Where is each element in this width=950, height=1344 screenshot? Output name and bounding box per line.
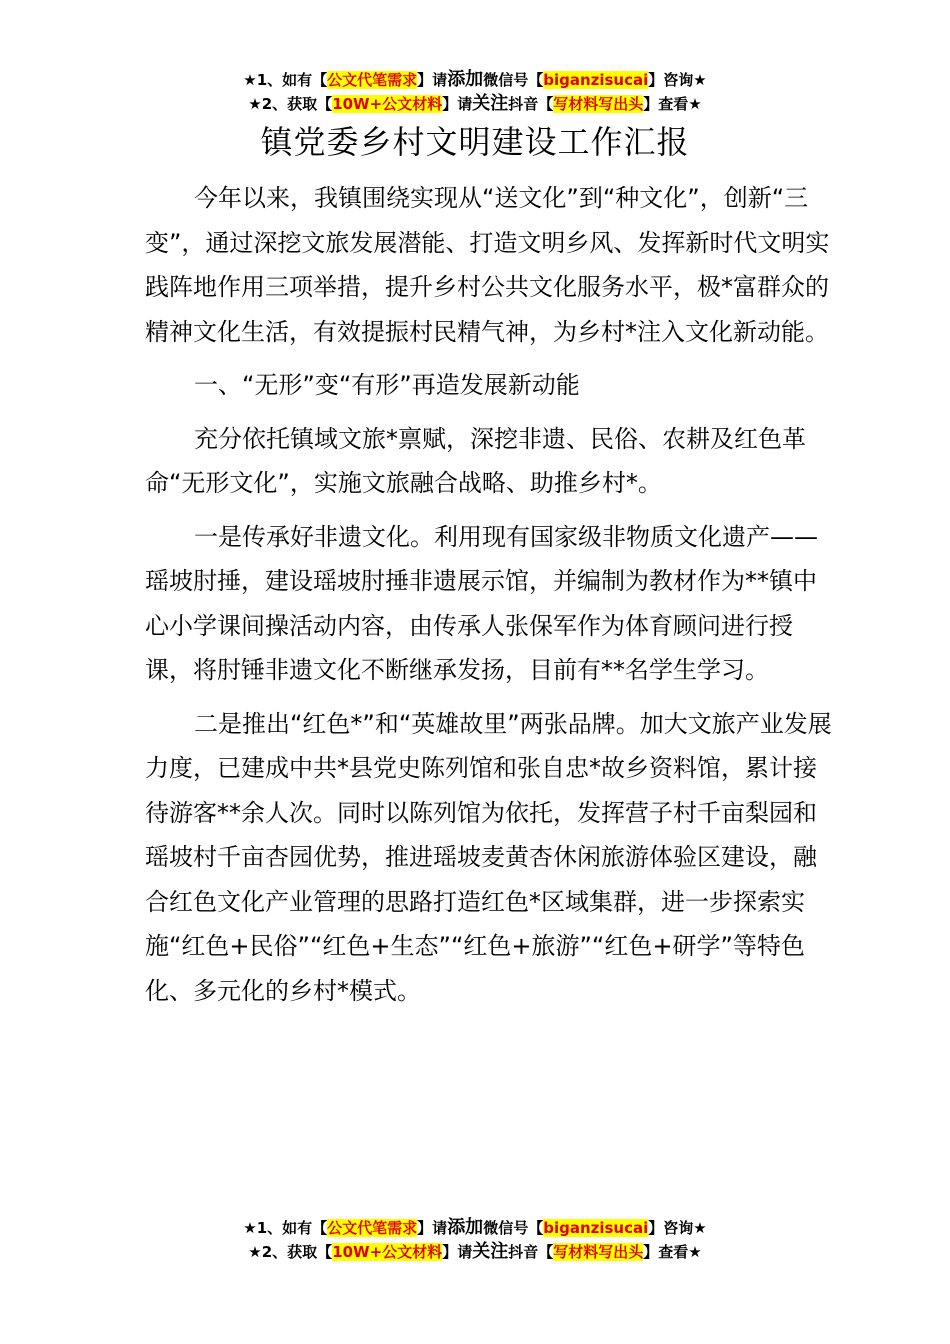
promo-text: 】请 [442, 1243, 473, 1261]
paragraph-intro: 今年以来，我镇围绕实现从“送文化”到“种文化”，创新“三变”，通过深挖文旅发展潜能、打造文明乡风、发挥新时代文明实践阵地作用三项举措，提升乡村公共文化服务水平，极*富群众的精神文化生活，有效提振村民精气神，为乡村*注入文化新动能。 [145, 184, 830, 346]
promo-banner-top [0, 68, 950, 116]
promo-text: ★2、获取【 [248, 95, 333, 113]
promo-wechat-id: biganzisucai [543, 71, 649, 89]
promo-text: 】咨询★ [648, 1219, 707, 1237]
promo-text: 微信号【 [483, 1219, 544, 1237]
promo-text: ★2、获取【 [248, 1243, 333, 1261]
promo-text: ★1、如有【 [243, 1219, 328, 1237]
paragraph: 一是传承好非遗文化。利用现有国家级非物质文化遗产——瑶坡肘捶，建设瑶坡肘捶非遗展示馆，并编制为教材作为**镇中心小学课间操活动内容，由传承人张保军作为体育顾问进行授课，将肘锤非遗文化不断继承发扬，目前有**名学生学习。 [145, 522, 818, 684]
section-heading: 一、“无形”变“有形”再造发展新动能 [194, 371, 580, 399]
promo-text: 微信号【 [483, 71, 544, 89]
promo-highlight: 写材料写出头 [553, 1243, 644, 1261]
promo-wechat-id: biganzisucai [543, 1219, 649, 1237]
paragraph: 二是推出“红色*”和“英雄故里”两张品牌。加大文旅产业发展力度，已建成中共*县党史陈列馆和张自忠*故乡资料馆，累计接待游客**余人次。同时以陈列馆为依托，发挥营子村千亩梨园和瑶坡村千亩杏园优势，推进瑶坡麦黄杏休闲旅游体验区建设，融合红色文化产业管理的思路打造红色*区域集群，进一步探索实施“红色+民俗”“红色+生态”“红色+旅游”“红色+研学”等特色化、多元化的乡村*模式。 [145, 709, 832, 1005]
promo-emphasis: 添加 [447, 1217, 484, 1238]
promo-highlight: 公文代笔需求 [327, 71, 418, 89]
promo-text: 】查看★ [643, 1243, 702, 1261]
promo-highlight: 写材料写出头 [553, 95, 644, 113]
promo-emphasis: 关注 [472, 93, 509, 114]
promo-text: 】咨询★ [648, 71, 707, 89]
promo-text: ★1、如有【 [243, 71, 328, 89]
promo-banner-bottom [0, 1216, 950, 1264]
promo-text: 】请 [417, 71, 448, 89]
promo-highlight: 10W+公文材料 [332, 1243, 443, 1261]
document-body [145, 176, 835, 1022]
paragraph: 充分依托镇域文旅*禀赋，深挖非遗、民俗、农耕及红色革命“无形文化”，实施文旅融合战略、助推乡村*。 [145, 424, 806, 497]
document-title: 镇党委乡村文明建设工作汇报 [260, 123, 690, 161]
promo-highlight: 公文代笔需求 [327, 1219, 418, 1237]
promo-emphasis: 关注 [472, 1241, 509, 1262]
promo-text: 】请 [417, 1219, 448, 1237]
promo-line-2 [0, 1240, 950, 1264]
promo-text: 抖音【 [508, 95, 554, 113]
promo-text: 】请 [442, 95, 473, 113]
promo-highlight: 10W+公文材料 [332, 95, 443, 113]
promo-emphasis: 添加 [447, 69, 484, 90]
promo-line-1 [0, 1216, 950, 1240]
promo-line-1 [0, 68, 950, 92]
promo-text: 抖音【 [508, 1243, 554, 1261]
promo-text: 】查看★ [643, 95, 702, 113]
promo-line-2 [0, 92, 950, 116]
